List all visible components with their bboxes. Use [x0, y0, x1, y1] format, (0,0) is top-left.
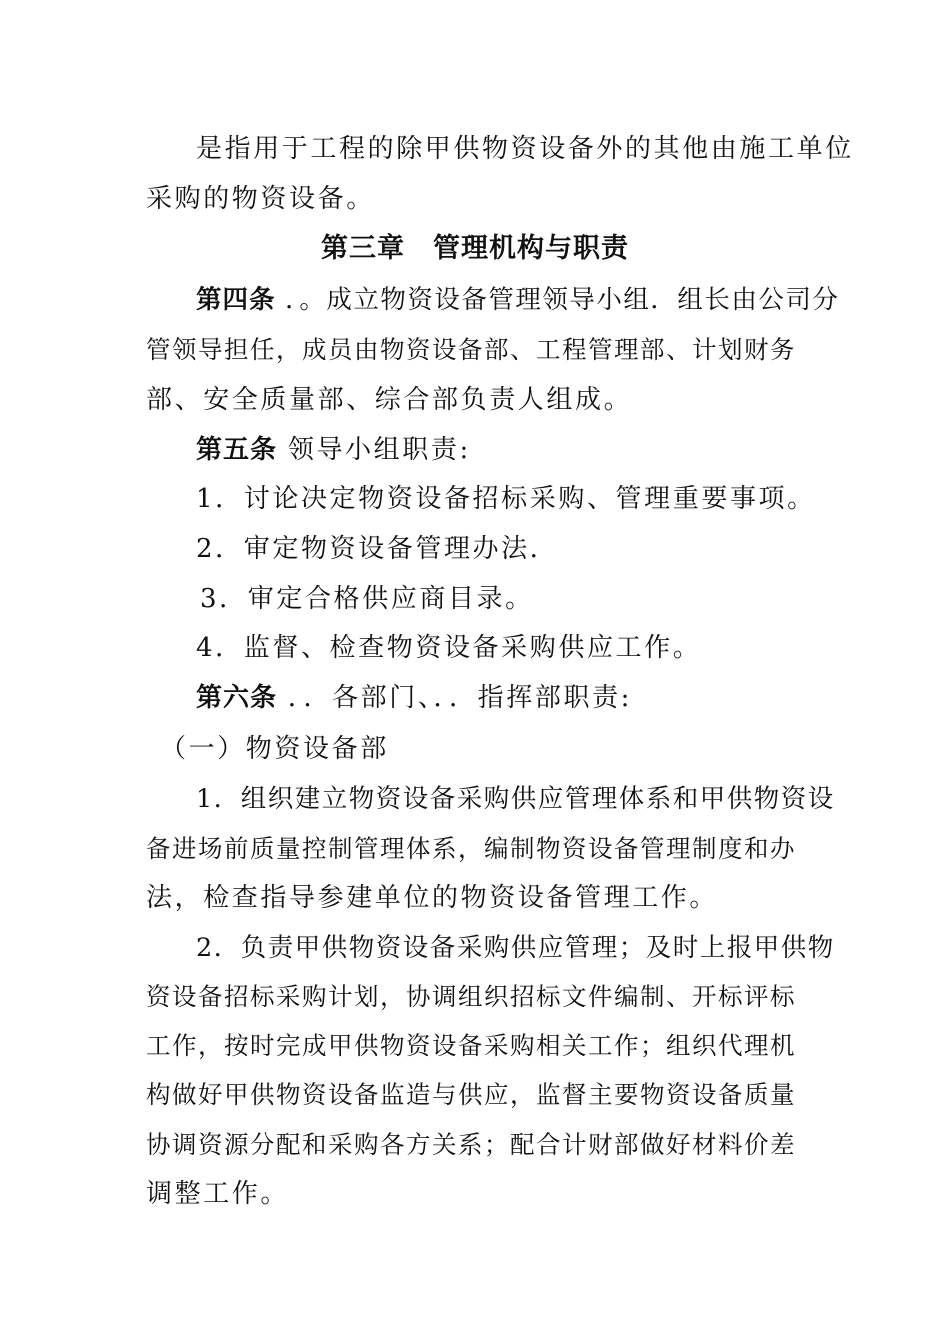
article5-item-3: 3．审定合格供应商目录。: [200, 584, 534, 614]
article5-item-1: 1．讨论决定物资设备招标采购、管理重要事项。: [196, 484, 816, 514]
item1-line-3: 法，检查指导参建单位的物资设备管理工作。: [146, 883, 719, 913]
article4-lead: 第四条: [196, 285, 276, 315]
item2-line-3: 工作，按时完成甲供物资设备采购相关工作；组织代理机: [146, 1031, 796, 1060]
article5-item-4: 4．监督、检查物资设备采购供应工作。: [196, 633, 702, 663]
article6-line: [196, 682, 856, 714]
item1-line-1: 1．组织建立物资设备采购供应管理体系和甲供物资设: [196, 784, 835, 814]
item2-line-5: 协调资源分配和采购各方关系；配合计财部做好材料价差: [146, 1130, 796, 1159]
article5-item-2: 2．审定物资设备管理办法．: [196, 534, 559, 564]
intro-line-1: 是指用于工程的除甲供物资设备外的其他由施工单位: [196, 134, 854, 164]
article6-lead: 第六条: [196, 683, 278, 713]
article4-line-1: [196, 284, 856, 316]
item2-line-6: 调整工作。: [146, 1179, 290, 1209]
article4-line-1-text: ．。成立物资设备管理领导小组．组长由公司分: [275, 285, 840, 315]
chapter-heading: 第三章 管理机构与职责: [321, 233, 629, 264]
article5-lead: 第五条: [196, 435, 278, 465]
article6-text: ．．各部门、．．指挥部职责:: [277, 683, 633, 713]
article4-line-2: 管领导担任，成员由物资设备部、工程管理部、计划财务: [146, 335, 796, 364]
article5-line: [196, 434, 856, 466]
item2-line-4: 构做好甲供物资设备监造与供应，监督主要物资设备质量: [146, 1080, 796, 1109]
item2-line-1: 2．负责甲供物资设备采购供应管理；及时上报甲供物: [196, 933, 835, 963]
article4-line-3: 部、安全质量部、综合部负责人组成。: [146, 385, 633, 415]
article5-text: 领导小组职责:: [277, 435, 471, 465]
intro-line-2: 采购的物资设备。: [146, 184, 375, 214]
item1-line-2: 备进场前质量控制管理体系，编制物资设备管理制度和办: [146, 834, 796, 863]
item2-line-2: 资设备招标采购计划，协调组织招标文件编制、开标评标: [146, 982, 796, 1011]
section1-title: （一）物资设备部: [160, 734, 389, 764]
